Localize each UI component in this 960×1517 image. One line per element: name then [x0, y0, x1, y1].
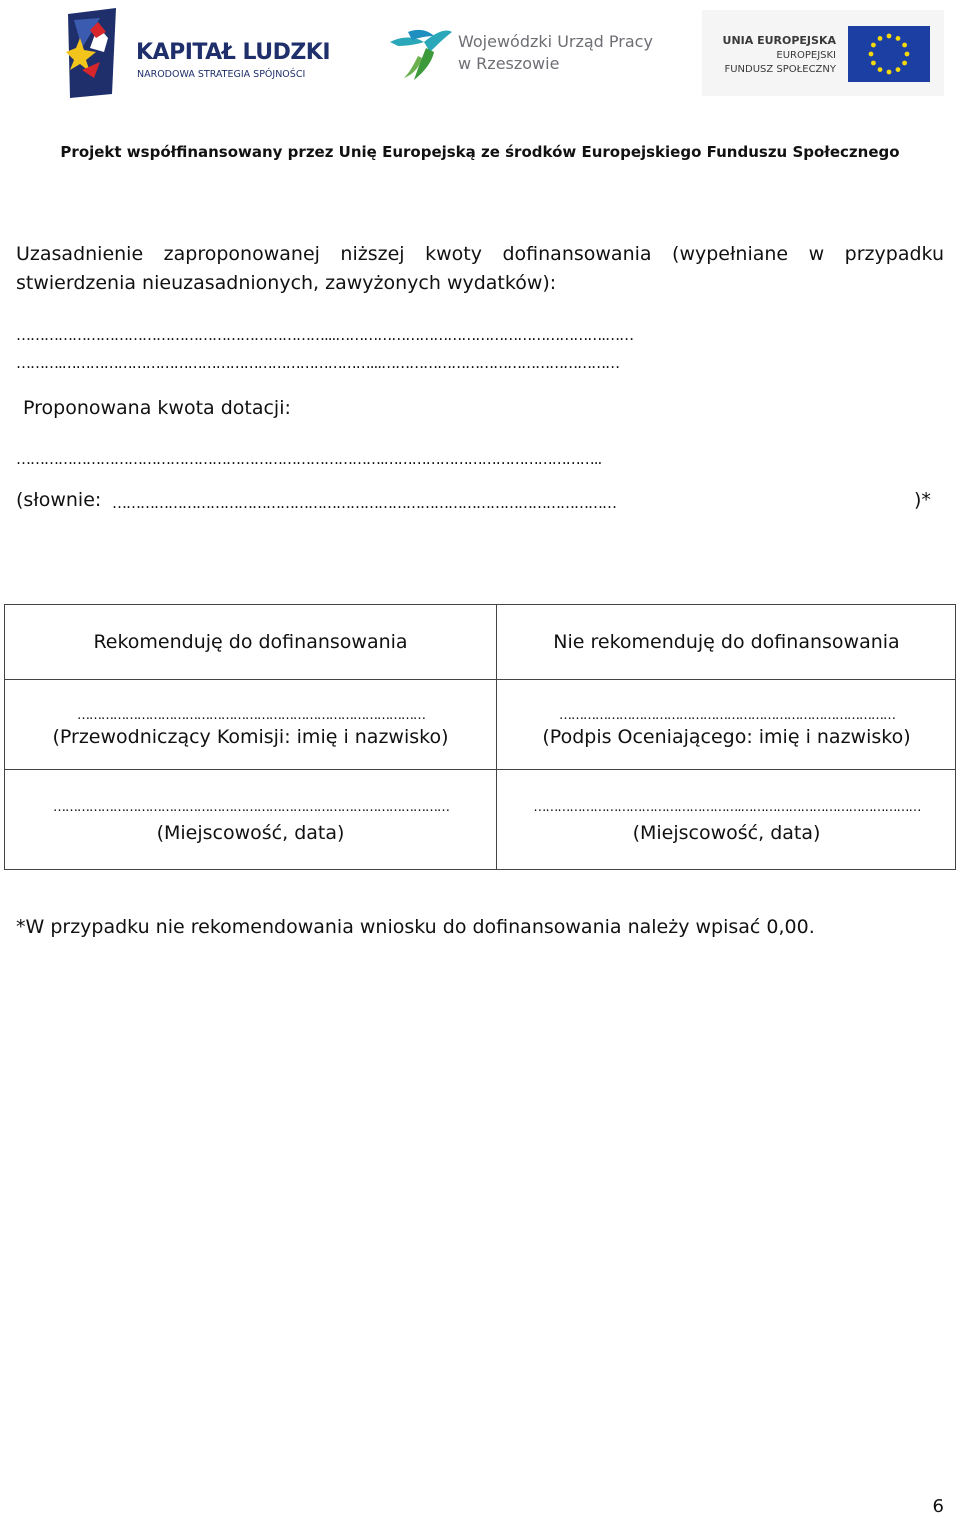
recommendation-table: [4, 604, 956, 870]
place-date-left-label: (Miejscowość, data): [156, 822, 345, 844]
place-date-right-dots[interactable]: …………………………………………….………………………………………: [533, 800, 921, 815]
in-words-prefix: (słownie:: [16, 489, 102, 511]
evaluator-signature-label: (Podpis Oceniającego: imię i nazwisko): [542, 726, 911, 748]
proposed-amount-label: Proponowana kwota dotacji:: [23, 397, 291, 419]
recommend-label: Rekomenduję do dofinansowania: [93, 631, 408, 653]
project-cofinancing-line: Projekt współfinansowany przez Unię Europejską ze środków Europejskiego Funduszu Społecznego: [60, 143, 900, 161]
place-date-left-dots[interactable]: ………………………………………………………………………………………: [53, 800, 449, 815]
kapital-ludzki-subtitle: NARODOWA STRATEGIA SPÓJNOŚCI: [137, 69, 306, 80]
justification-label: Uzasadnienie zaproponowanej niższej kwoty dofinansowania (wypełniane w przypadku stwierdzenia nieuzasadnionych, zawyżonych wydatków):: [16, 243, 944, 294]
chair-signature-dots[interactable]: ……………………………………………………………………………: [77, 708, 425, 723]
chair-signature-cell[interactable]: [5, 680, 496, 769]
place-date-right-cell[interactable]: [497, 770, 956, 870]
wup-name-line1: Wojewódzki Urząd Pracy: [458, 32, 653, 51]
eu-flag-icon: [848, 26, 930, 82]
page-number: 6: [932, 1496, 944, 1517]
place-date-right-label: (Miejscowość, data): [632, 822, 821, 844]
ue-line1: UNIA EUROPEJSKA: [722, 34, 836, 47]
evaluator-signature-cell[interactable]: [497, 680, 956, 769]
ue-efs-logo: [702, 10, 944, 96]
proposed-amount-dots[interactable]: …………………………………………………………………….………………………………………..: [16, 450, 602, 468]
justification-dots-line1[interactable]: …………………………………………………………...………………………………………………….……: [16, 326, 634, 344]
wup-bird-icon: [388, 22, 454, 84]
wup-name-line2: w Rzeszowie: [458, 54, 560, 73]
not-recommend-cell[interactable]: [497, 605, 956, 679]
ue-line2: EUROPEJSKI: [776, 50, 836, 61]
evaluator-signature-dots[interactable]: …………………………………………………………………………: [559, 708, 895, 723]
chair-signature-label: (Przewodniczący Komisji: imię i nazwisko): [52, 726, 449, 748]
footnote: *W przypadku nie rekomendowania wniosku do dofinansowania należy wpisać 0,00.: [16, 916, 815, 938]
recommend-cell[interactable]: [5, 605, 496, 679]
wup-rzeszow-logo: [388, 22, 668, 84]
ue-line3: FUNDUSZ SPOŁECZNY: [724, 64, 836, 75]
kapital-ludzki-logo: [60, 8, 330, 100]
in-words-dots[interactable]: ………………………………………………………………………………………………: [112, 494, 616, 512]
place-date-left-cell[interactable]: [5, 770, 496, 870]
header-logos: [0, 0, 960, 110]
kapital-ludzki-title: KAPITAŁ LUDZKI: [136, 40, 331, 65]
justification-dots-line2[interactable]: ……….…………………………………………………………...……………………………………………: [16, 354, 620, 372]
kapital-ludzki-emblem-icon: [60, 8, 140, 100]
in-words-suffix: )*: [914, 489, 931, 511]
not-recommend-label: Nie rekomenduję do dofinansowania: [553, 631, 900, 653]
